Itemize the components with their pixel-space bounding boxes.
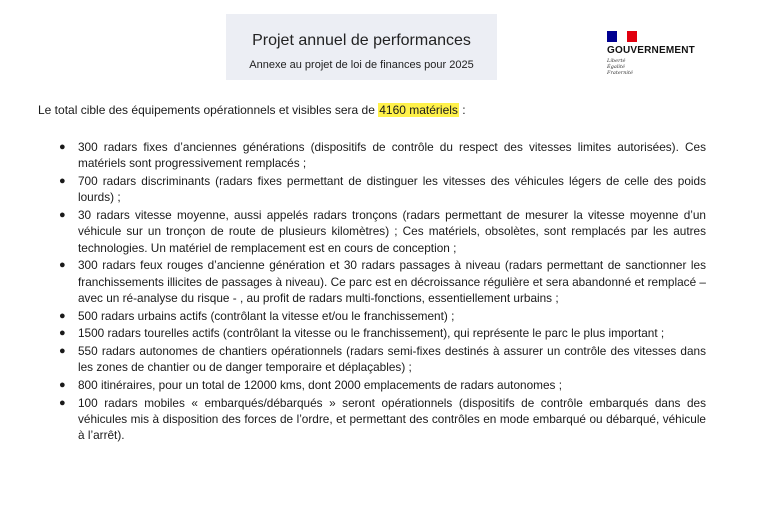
bullet-icon: ● (59, 309, 66, 322)
intro-colon: : (458, 103, 466, 117)
bullet-icon: ● (59, 327, 66, 340)
list-item (59, 257, 706, 306)
list-item-text: 1500 radars tourelles actifs (contrôlant la vitesse ou le franchissement), qui représente le parc le plus important ; (78, 326, 665, 341)
list-item-text: 300 radars feux rouges d’ancienne génération et 30 radars passages à niveau (radars permettant de sanctionner les franchissements illicites de passages à niveau). Ce parc est en décroissance régulière et sera abandonné et remplacé – avec un ré-analyse du risque - , au profit de radars multi-fonctions, essentiellement urbains ; (78, 258, 706, 306)
list-item-text: 550 radars autonomes de chantiers opérationnels (radars semi-fixes destinés à assurer un contrôle des vitesses dans les zones de chantier ou de danger temporaire et déplaçables) ; (78, 344, 706, 375)
highlighted-total: 4160 matériels (379, 103, 458, 117)
equipment-list (59, 139, 706, 445)
french-flag-icon (607, 31, 637, 42)
list-item (59, 308, 706, 324)
list-item-text: 500 radars urbains actifs (contrôlant la vitesse et/ou le franchissement) ; (78, 308, 455, 323)
list-item (59, 395, 706, 444)
republic-motto (607, 58, 717, 76)
government-wordmark: GOUVERNEMENT (607, 45, 695, 56)
bullet-icon: ● (59, 396, 66, 409)
list-item (59, 377, 706, 393)
list-item-text: 100 radars mobiles « embarqués/débarqués » seront opérationnels (dispositifs de contrôle embarqués dans des véhicules mis à disposition des forces de l’ordre, et permettant des contrôles en mode embarqué ou débarqué, véhicule à l’arrêt). (78, 395, 706, 443)
list-item (59, 173, 706, 206)
motto-liberte: Liberté (607, 58, 626, 64)
bullet-icon: ● (59, 175, 66, 187)
document-title-box (226, 14, 497, 80)
document-title: Projet annuel de performances (252, 32, 471, 49)
list-item-text: 800 itinéraires, pour un total de 12000 kms, dont 2000 emplacements de radars autonomes ; (78, 378, 562, 392)
motto-fraternite: Fraternité (607, 70, 633, 76)
list-item (59, 139, 706, 172)
flag-blue-stripe (607, 31, 617, 42)
list-item-text: 300 radars fixes d’anciennes générations (dispositifs de contrôle du respect des vitesses limites autorisées). Ces matériels sont progressivement remplacés ; (78, 140, 706, 171)
bullet-icon: ● (59, 345, 66, 357)
list-item-text: 30 radars vitesse moyenne, aussi appelés radars tronçons (radars permettant de mesurer la vitesse moyenne d’un véhicule sur un tronçon de route de plusieurs kilomètres) ; Ces matériels, obsolètes, sont remplacés par les autres technologies. Un matériel de remplacement est en cours de conception ; (78, 208, 706, 255)
intro-sentence (38, 103, 466, 117)
motto-egalite: Égalité (607, 64, 625, 70)
flag-white-stripe (617, 31, 627, 42)
list-item-text: 700 radars discriminants (radars fixes permettant de distinguer les vitesses des véhicules légers de celle des poids lourds) ; (78, 174, 706, 205)
document-subtitle: Annexe au projet de loi de finances pour 2025 (249, 59, 474, 71)
flag-red-stripe (627, 31, 637, 42)
bullet-icon: ● (59, 259, 66, 272)
bullet-icon: ● (59, 379, 66, 391)
list-item (59, 325, 706, 341)
government-logo (607, 31, 717, 91)
intro-text: Le total cible des équipements opérationnels et visibles sera de (38, 103, 379, 117)
bullet-icon: ● (59, 141, 66, 153)
list-item (59, 343, 706, 376)
bullet-icon: ● (59, 209, 66, 221)
list-item (59, 207, 706, 256)
